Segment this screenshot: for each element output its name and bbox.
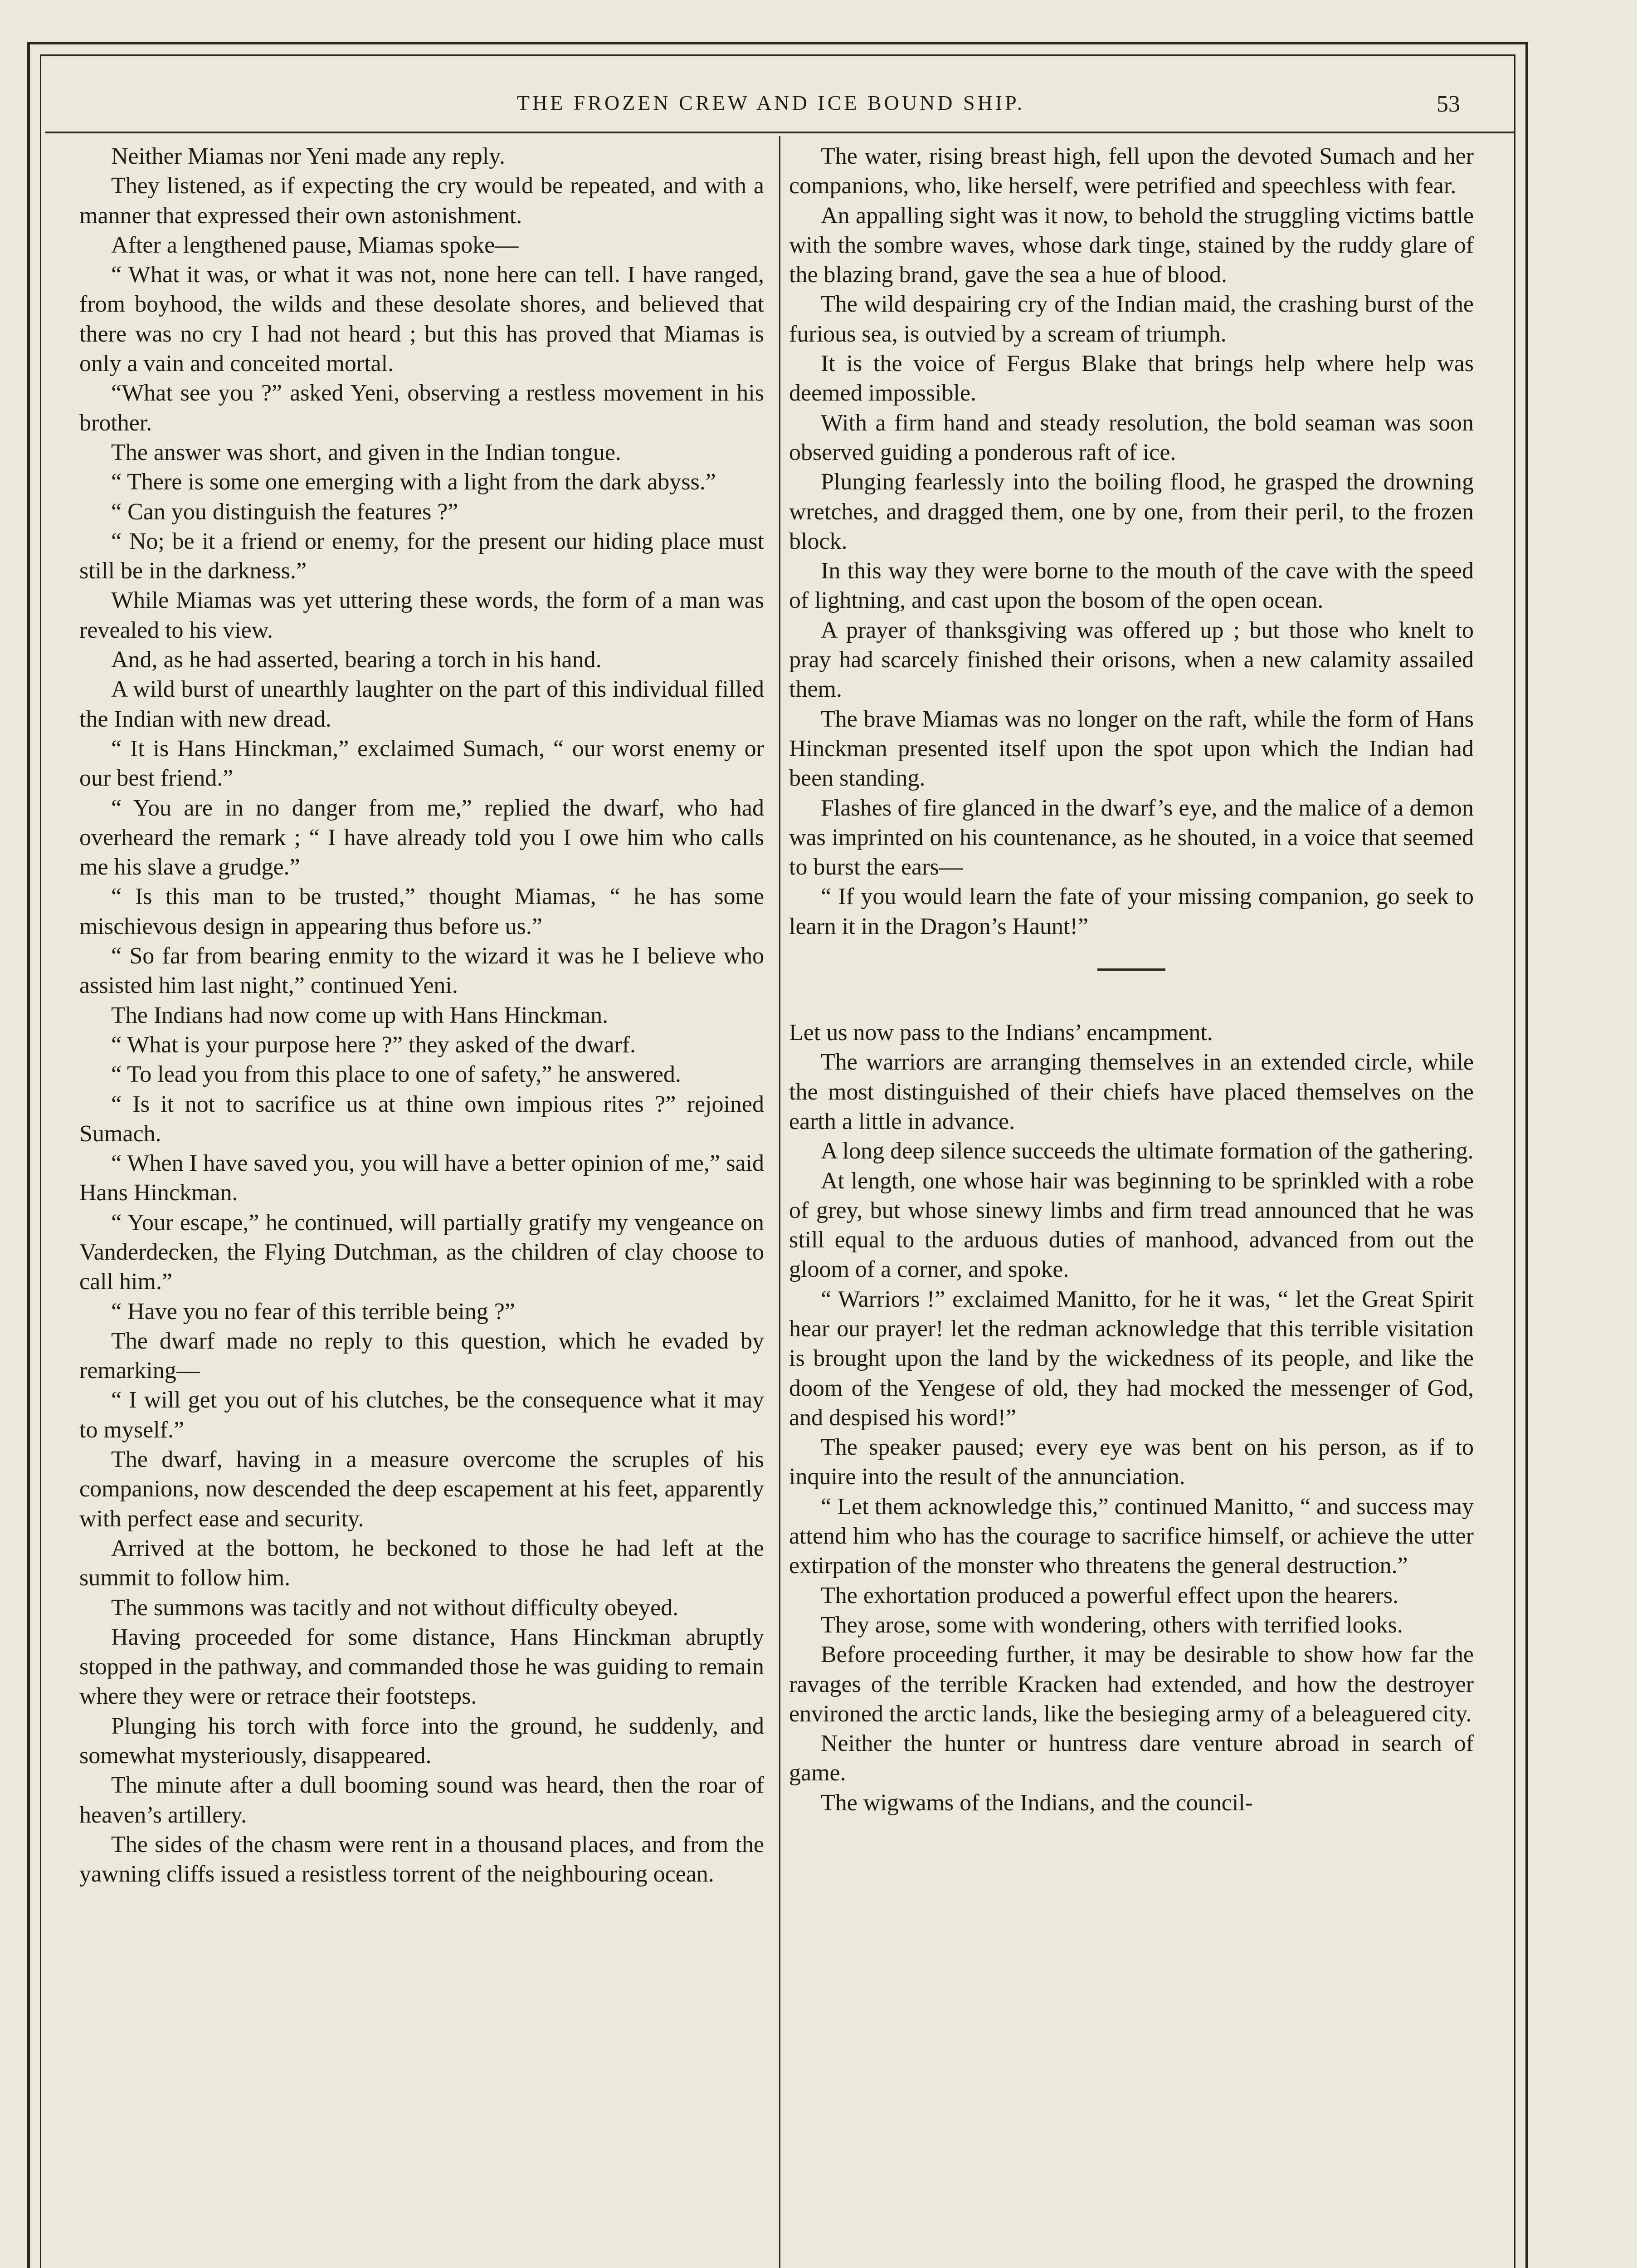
paragraph: Plunging his torch with force into the ground, he suddenly, and somewhat mysteriously, disappeared. <box>79 1713 764 1769</box>
right-column-bottom <box>789 1047 1474 1818</box>
section-opening-paragraph: Let us now pass to the Indians’ encampment. <box>789 1020 1213 1046</box>
paragraph: At length, one whose hair was beginning to be sprinkled with a robe of grey, but whose sinewy limbs and firm tread announced that he was still equal to the arduous duties of manhood, advanced from out the gloom of a corner, and spoke. <box>789 1168 1474 1283</box>
paragraph: Plunging fearlessly into the boiling flood, he grasped the drowning wretches, and dragged them, one by one, from their peril, to the frozen block. <box>789 469 1474 554</box>
paragraph: “What see you ?” asked Yeni, observing a restless movement in his brother. <box>79 380 764 436</box>
paragraph: And, as he had asserted, bearing a torch in his hand. <box>111 647 602 673</box>
header-rule <box>45 132 1515 133</box>
paragraph: “ There is some one emerging with a light from the dark abyss.” <box>111 469 716 495</box>
paragraph: The dwarf made no reply to this question, which he evaded by remarking— <box>79 1328 764 1384</box>
paragraph: With a firm hand and steady resolution, the bold seaman was soon observed guiding a ponderous raft of ice. <box>789 410 1474 465</box>
left-column <box>79 142 764 1889</box>
paragraph: They arose, some with wondering, others with terrified looks. <box>821 1612 1403 1638</box>
paragraph: “ Let them acknowledge this,” continued Manitto, “ and success may attend him who has the courage to sacrifice himself, or achieve the utter extirpation of the monster who threatens the general destruction.” <box>789 1493 1474 1579</box>
paragraph: The Indians had now come up with Hans Hinckman. <box>111 1002 609 1028</box>
column-divider <box>779 136 780 2268</box>
right-column-top <box>789 142 1474 941</box>
paragraph: A prayer of thanksgiving was offered up ; but those who knelt to pray had scarcely finished their orisons, when a new calamity assailed them. <box>789 617 1474 703</box>
paragraph: The dwarf, having in a measure overcome the scruples of his companions, now descended the deep escapement at his feet, apparently with perfect ease and security. <box>79 1447 764 1532</box>
paragraph: The minute after a dull booming sound was heard, then the roar of heaven’s artillery. <box>79 1772 764 1828</box>
paragraph: After a lengthened pause, Miamas spoke— <box>111 232 519 258</box>
paragraph: Neither Miamas nor Yeni made any reply. <box>111 143 505 169</box>
paragraph: They listened, as if expecting the cry would be repeated, and with a manner that expressed their own astonishment. <box>79 173 764 229</box>
paragraph: “ What is your purpose here ?” they asked of the dwarf. <box>111 1031 636 1058</box>
paragraph: The warriors are arranging themselves in an extended circle, while the most distinguished of their chiefs have placed themselves on the earth a little in advance. <box>789 1049 1474 1134</box>
paragraph: It is the voice of Fergus Blake that brings help where help was deemed impossible. <box>789 351 1474 406</box>
paragraph: In this way they were borne to the mouth of the cave with the speed of lightning, and cast upon the bosom of the open ocean. <box>789 558 1474 614</box>
paragraph: The exhortation produced a powerful effect upon the hearers. <box>821 1582 1398 1608</box>
paragraph: “ It is Hans Hinckman,” exclaimed Sumach, “ our worst enemy or our best friend.” <box>79 735 764 792</box>
paragraph: “ No; be it a friend or enemy, for the present our hiding place must still be in the darkness.” <box>79 528 764 584</box>
paragraph: The water, rising breast high, fell upon the devoted Sumach and her companions, who, like herself, were petrified and speechless with fear. <box>789 143 1474 199</box>
paragraph: The summons was tacitly and not without difficulty obeyed. <box>111 1594 679 1621</box>
paragraph: The speaker paused; every eye was bent on his person, as if to inquire into the result of the annunciation. <box>789 1434 1474 1490</box>
paragraph: The brave Miamas was no longer on the raft, while the form of Hans Hinckman presented itself upon the spot upon which the Indian had been standing. <box>789 706 1474 792</box>
paragraph: The answer was short, and given in the Indian tongue. <box>111 439 621 465</box>
paragraph: While Miamas was yet uttering these words, the form of a man was revealed to his view. <box>79 587 764 643</box>
section-divider-rule <box>1097 968 1165 971</box>
paragraph: “ Is this man to be trusted,” thought Miamas, “ he has some mischievous design in appearing thus before us.” <box>79 884 764 939</box>
paragraph: The wild despairing cry of the Indian maid, the crashing burst of the furious sea, is outvied by a scream of triumph. <box>789 291 1474 347</box>
page-number: 53 <box>1437 91 1460 117</box>
paragraph: The wigwams of the Indians, and the council- <box>821 1789 1253 1816</box>
paragraph: Flashes of fire glanced in the dwarf’s eye, and the malice of a demon was imprinted on his countenance, as he shouted, in a voice that seemed to burst the ears— <box>789 795 1474 880</box>
paragraph: Arrived at the bottom, he beckoned to those he had left at the summit to follow him. <box>79 1535 764 1591</box>
paragraph: The sides of the chasm were rent in a thousand places, and from the yawning cliffs issued a resistless torrent of the neighbouring ocean. <box>79 1831 764 1887</box>
paragraph: “ Have you no fear of this terrible being ?” <box>111 1298 515 1325</box>
paragraph: Having proceeded for some distance, Hans Hinckman abruptly stopped in the pathway, and commanded those he was guiding to remain where they were or retrace their footsteps. <box>79 1624 764 1710</box>
right-column <box>789 142 1474 1818</box>
paragraph: Neither the hunter or huntress dare venture abroad in search of game. <box>789 1730 1474 1786</box>
paragraph: “ You are in no danger from me,” replied the dwarf, who had overheard the remark ; “ I have already told you I owe him who calls me his slave a grudge.” <box>79 795 764 880</box>
paragraph: Before proceeding further, it may be desirable to show how far the ravages of the terrible Kracken had extended, and how the destroyer environed the arctic lands, like the besieging army of a beleaguered city. <box>789 1642 1474 1727</box>
paragraph: “ Your escape,” he continued, will partially gratify my vengeance on Vanderdecken, the Flying Dutchman, as the children of clay choose to call him.” <box>79 1209 764 1295</box>
running-title: THE FROZEN CREW AND ICE BOUND SHIP. <box>516 91 1025 114</box>
paragraph: “ To lead you from this place to one of safety,” he answered. <box>111 1061 681 1088</box>
paragraph: “ When I have saved you, you will have a better opinion of me,” said Hans Hinckman. <box>79 1150 764 1206</box>
paragraph: An appalling sight was it now, to behold the struggling victims battle with the sombre waves, whose dark tinge, stained by the ruddy glare of the blazing brand, gave the sea a hue of blood. <box>789 202 1474 288</box>
paragraph: “ Is it not to sacrifice us at thine own impious rites ?” rejoined Sumach. <box>79 1091 764 1147</box>
paragraph: “ What it was, or what it was not, none here can tell. I have ranged, from boyhood, the wilds and these desolate shores, and believed that there was no cry I had not heard ; but this has proved that Miamas is only a vain and conceited mortal. <box>79 262 764 377</box>
paragraph: “ Warriors !” exclaimed Manitto, for he it was, “ let the Great Spirit hear our prayer! let the redman acknowledge that this terrible visitation is brought upon the land by the wickedness of its people, and like the doom of the Yengese of old, they had mocked the messenger of God, and despised his word!” <box>789 1286 1474 1431</box>
running-header <box>82 91 1460 122</box>
paragraph: “ I will get you out of his clutches, be the consequence what it may to myself.” <box>79 1387 764 1443</box>
paragraph: A long deep silence succeeds the ultimate formation of the gathering. <box>821 1138 1474 1164</box>
paragraph: “ If you would learn the fate of your missing companion, go seek to learn it in the Dragon’s Haunt!” <box>789 884 1474 939</box>
paragraph: “ Can you distinguish the features ?” <box>111 499 458 525</box>
paragraph: A wild burst of unearthly laughter on the part of this individual filled the Indian with new dread. <box>79 676 764 732</box>
paragraph: “ So far from bearing enmity to the wizard it was he I believe who assisted him last night,” continued Yeni. <box>79 943 764 999</box>
